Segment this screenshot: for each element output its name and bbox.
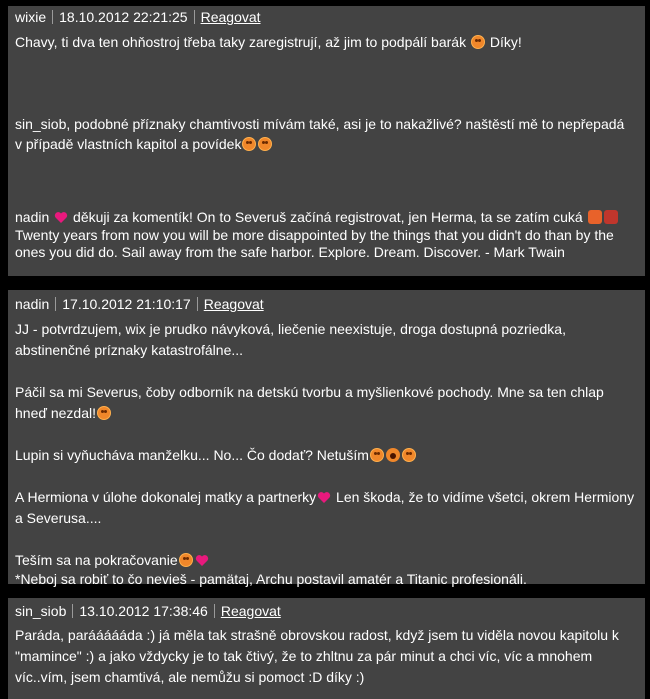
text-line xyxy=(15,667,638,688)
separator xyxy=(197,297,198,311)
text: Chavy, ti dva ten ohňostroj třeba taky zaregistrují, až jim to podpálí barák xyxy=(15,34,467,50)
heart-emoticon-icon xyxy=(195,553,209,567)
smiley-emoticon-icon xyxy=(242,137,256,151)
smiley-emoticon-icon xyxy=(370,448,384,462)
comment-author: sin_siob xyxy=(15,603,67,619)
smiley-emoticon-icon xyxy=(179,553,193,567)
text: v případě vlastních kapitol a povídek xyxy=(15,136,242,152)
text-line xyxy=(15,114,638,134)
text: Paráda, paráááááda :) já měla tak strašně obrovskou radost, když jsem tu viděla novou kapitolu k xyxy=(15,627,619,643)
shocked-emoticon-icon xyxy=(386,448,400,462)
text: Len škoda, že to vidíme všetci, okrem Hermiony xyxy=(332,489,635,505)
comment-card xyxy=(8,290,645,587)
comment-body xyxy=(15,319,638,588)
comment-date: 13.10.2012 17:38:46 xyxy=(79,603,208,619)
text-line xyxy=(15,243,638,261)
spacer xyxy=(15,361,638,382)
text: děkuji za komentík! On to Severuš začíná registrovat, jen Herma, ta se zatím cuká xyxy=(69,209,583,225)
text-line xyxy=(15,550,638,571)
text-line xyxy=(15,487,638,508)
heart-emoticon-icon xyxy=(54,210,68,224)
comment-date: 18.10.2012 22:21:25 xyxy=(59,9,188,25)
text: hneď nezdal! xyxy=(15,405,96,421)
text: sin_siob, podobné příznaky chamtivosti mívám také, asi je to nakažlivé? naštěstí mě to nepřepadá xyxy=(15,116,625,132)
text-line xyxy=(15,207,638,227)
text: nadin xyxy=(15,209,50,225)
text: *Neboj sa robiť to čo nevieš - pamätaj, Archu postavil amatér a Titanic profesionáli. xyxy=(15,571,527,587)
text-line xyxy=(15,646,638,667)
comment-date: 17.10.2012 21:10:17 xyxy=(62,296,191,312)
text: JJ - potvrdzujem, wix je prudko návyková, liečenie neexistuje, droga dostupná pozriedka, xyxy=(15,321,566,337)
text: Twenty years from now you will be more disappointed by the things that you didn't do than by the xyxy=(15,227,614,243)
reply-link[interactable]: Reagovat xyxy=(220,603,281,619)
comment-card xyxy=(8,6,645,276)
text-line xyxy=(15,32,638,52)
text-line xyxy=(15,625,638,646)
comment-body xyxy=(15,625,638,688)
comment-body xyxy=(15,32,638,261)
text-line xyxy=(15,571,638,588)
text: Páčil sa mi Severus, čoby odborník na detskú tvorbu a myšlienkové pochody. Mne sa ten chlap xyxy=(15,384,604,400)
text-line xyxy=(15,340,638,361)
spacer xyxy=(15,466,638,487)
text-line xyxy=(15,319,638,340)
separator xyxy=(55,297,56,311)
comment-header xyxy=(15,293,638,315)
smiley-emoticon-icon xyxy=(402,448,416,462)
heart-emoticon-icon xyxy=(317,490,331,504)
text-line xyxy=(15,227,638,243)
text-line xyxy=(15,445,638,466)
text: "mamince" :) a jako vždycky je to tak čtivý, že to zhltnu za pár minut a chci víc, víc a mnohem xyxy=(15,648,593,664)
text: Díky! xyxy=(485,34,522,50)
smiley-emoticon-icon xyxy=(97,406,111,420)
text: Teším sa na pokračovanie xyxy=(15,552,178,568)
text: A Hermiona v úlohe dokonalej matky a partnerky xyxy=(15,489,317,505)
comment-card xyxy=(8,598,645,699)
comment-header xyxy=(15,600,638,622)
text: a Severusa.... xyxy=(15,510,102,526)
reply-link[interactable]: Reagovat xyxy=(200,9,261,25)
reply-link[interactable]: Reagovat xyxy=(203,296,264,312)
separator xyxy=(194,10,195,24)
text: víc..vím, jsem chamtivá, ale nemůžu si pomoct :D díky :) xyxy=(15,669,365,685)
spacer xyxy=(15,52,638,114)
separator xyxy=(72,604,73,618)
comment-author: wixie xyxy=(15,9,47,25)
spacer xyxy=(15,424,638,445)
text-line xyxy=(15,508,638,529)
text: ones you did do. Sail away from the safe harbor. Explore. Dream. Discover. - Mark Twain xyxy=(15,244,565,260)
spacer xyxy=(15,154,638,207)
smiley-emoticon-icon xyxy=(258,137,272,151)
spacer xyxy=(15,529,638,550)
separator xyxy=(214,604,215,618)
text-line xyxy=(15,134,638,154)
smiley-emoticon-icon xyxy=(471,35,485,49)
text: abstinenčné príznaky katastrofálne... xyxy=(15,342,244,358)
separator xyxy=(52,10,53,24)
sad-emoticon-icon xyxy=(588,210,602,224)
devil-emoticon-icon xyxy=(604,210,618,224)
text: Lupin si vyňucháva manželku... No... Čo dodať? Netuším xyxy=(15,447,369,463)
comment-header xyxy=(15,6,638,28)
comment-author: nadin xyxy=(15,296,50,312)
text-line xyxy=(15,403,638,424)
text-line xyxy=(15,382,638,403)
